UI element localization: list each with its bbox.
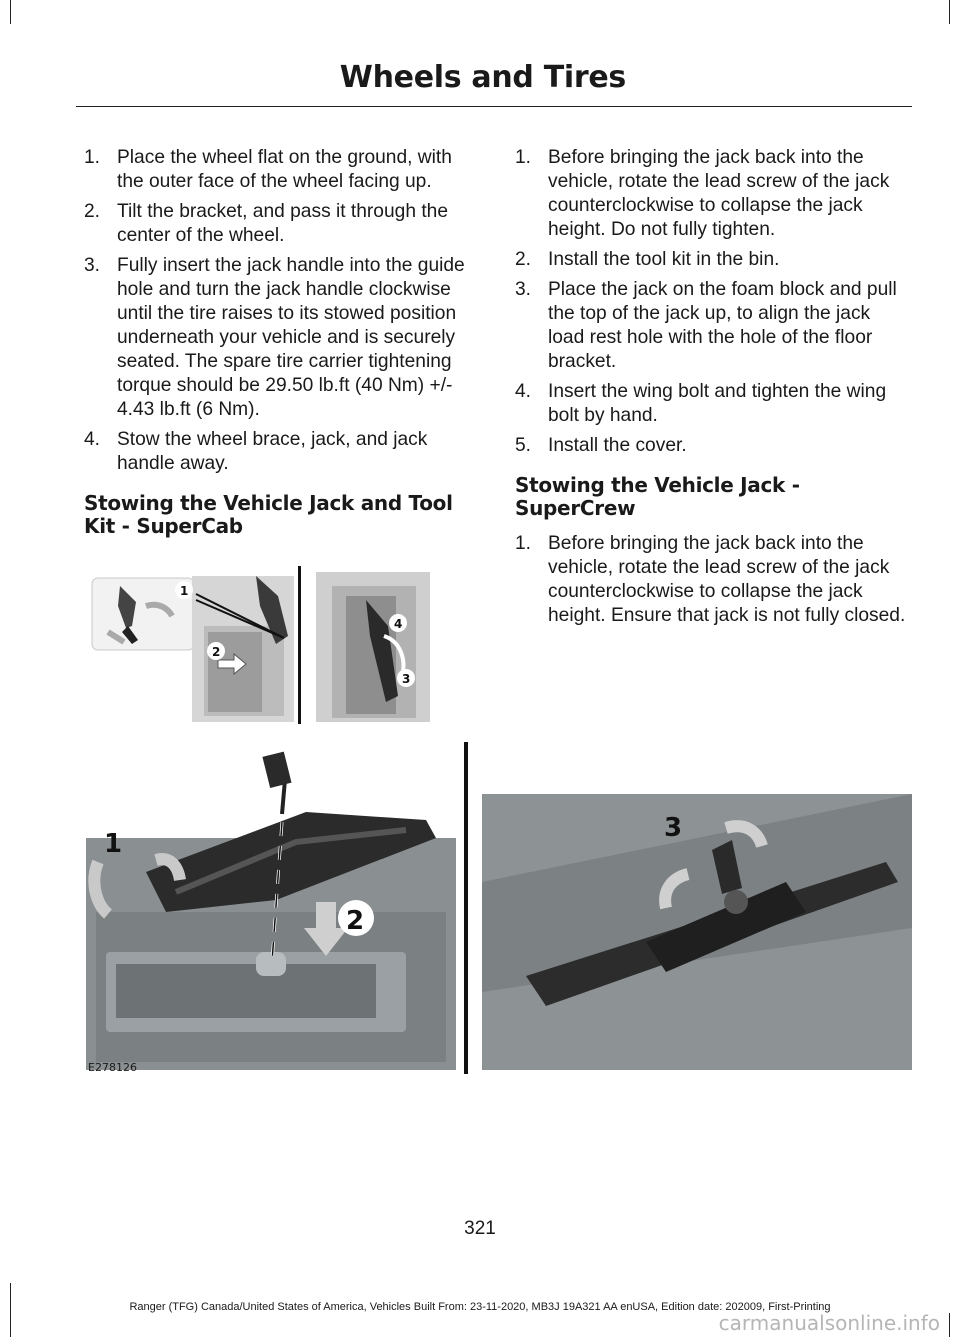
list-item	[515, 248, 907, 272]
callout-2: 2	[212, 645, 221, 659]
section-heading-supercrew: Stowing the Vehicle Jack - SuperCrew	[515, 473, 800, 520]
step-number: 3.	[84, 255, 101, 276]
left-column	[84, 146, 476, 550]
step-text: Tilt the bracket, and pass it through the center of the wheel.	[117, 201, 448, 246]
crop-mark-top-left	[10, 0, 11, 24]
callout-3: 3	[402, 672, 411, 686]
callout-2: 2	[346, 906, 365, 936]
step-number: 2.	[84, 201, 101, 222]
step-number: 4.	[84, 429, 101, 450]
step-text: Insert the wing bolt and tighten the wing bolt by hand.	[548, 381, 887, 426]
supercab-jack-illustration	[88, 566, 432, 726]
right-column	[515, 146, 907, 634]
step-number: 2.	[515, 249, 532, 270]
watermark: carmanualsonline.info	[718, 1311, 940, 1335]
callout-4: 4	[394, 617, 403, 631]
crop-mark-top-right	[949, 0, 950, 24]
step-number: 3.	[515, 279, 532, 300]
right-steps-list	[515, 146, 907, 458]
step-text: Stow the wheel brace, jack, and jack handle away.	[117, 429, 428, 474]
step-text: Before bringing the jack back into the vehicle, rotate the lead screw of the jack counterclockwise to collapse the jack height. Ensure that jack is not fully closed.	[548, 533, 906, 626]
list-item	[515, 278, 907, 374]
list-item	[84, 146, 476, 194]
step-number: 1.	[84, 147, 101, 168]
list-item	[84, 200, 476, 248]
step-number: 1.	[515, 533, 532, 554]
step-number: 4.	[515, 381, 532, 402]
callout-3: 3	[664, 813, 683, 843]
section-heading-supercab: Stowing the Vehicle Jack and Tool Kit - SuperCab	[84, 491, 453, 538]
left-steps-list	[84, 146, 476, 476]
list-item	[515, 380, 907, 428]
list-item	[84, 254, 476, 422]
footer-text: Ranger (TFG) Canada/United States of America, Vehicles Built From: 23-11-2020, MB3J 19A321 AA enUSA, Edition date: 202009, First-Printing	[129, 1301, 831, 1313]
list-item	[84, 428, 476, 476]
crop-mark-bottom-right	[949, 1313, 950, 1337]
step-number: 1.	[515, 147, 532, 168]
list-item	[515, 434, 907, 458]
step-number: 5.	[515, 435, 532, 456]
step-text: Place the wheel flat on the ground, with the outer face of the wheel facing up.	[117, 147, 452, 192]
list-item	[515, 146, 907, 242]
figure-code: E278126	[88, 1061, 137, 1074]
page-title: Wheels and Tires	[339, 60, 626, 95]
page-number: 321	[464, 1218, 496, 1239]
callout-1: 1	[180, 584, 189, 598]
step-text: Place the jack on the foam block and pull the top of the jack up, to align the jack load rest hole with the hole of the floor bracket.	[548, 279, 897, 372]
step-text: Fully insert the jack handle into the guide hole and turn the jack handle clockwise until the tire raises to its stowed position underneath your vehicle and is securely seated. The spare tire carrier tightening torque should be 29.50 lb.ft (40 Nm) +/- 4.43 lb.ft (6 Nm).	[117, 255, 465, 420]
header-rule	[76, 106, 912, 107]
step-text: Before bringing the jack back into the vehicle, rotate the lead screw of the jack counterclockwise to collapse the jack height. Do not fully tighten.	[548, 147, 890, 240]
right-steps-list-2	[515, 532, 907, 628]
step-text: Install the tool kit in the bin.	[548, 249, 780, 270]
step-text: Install the cover.	[548, 435, 687, 456]
callout-1: 1	[104, 829, 123, 859]
supercrew-jack-illustration	[86, 742, 916, 1074]
list-item	[515, 532, 907, 628]
